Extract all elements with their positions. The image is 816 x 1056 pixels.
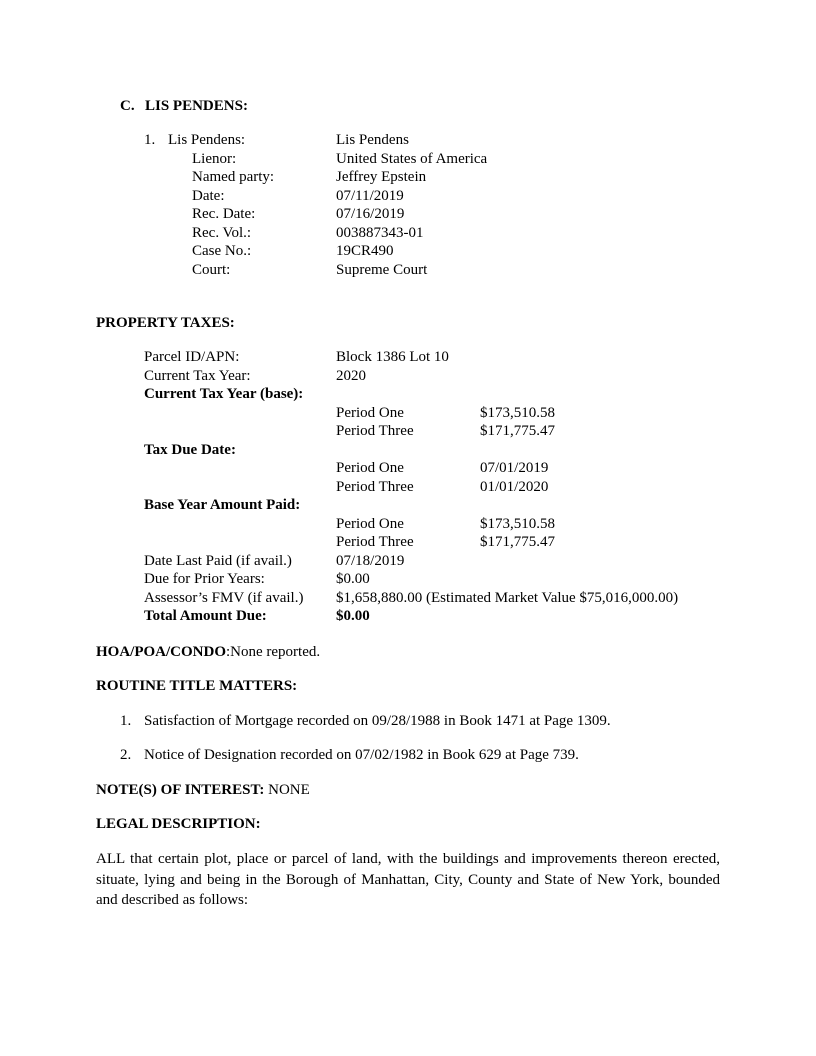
- field-label: Due for Prior Years:: [144, 571, 265, 587]
- field-label: Lis Pendens:: [168, 132, 246, 148]
- field-label: Current Tax Year:: [144, 367, 251, 384]
- legal-paragraph: ALL that certain plot, place or parcel of land, with the buildings and improvements thereon erected, situate, lying and being in the Borough of Manhattan, City, County and State of New York, bounded and described as follows:: [96, 851, 720, 908]
- period-value: $173,510.58: [480, 404, 555, 421]
- list-number: 1.: [144, 132, 156, 148]
- field-value: 07/11/2019: [336, 187, 404, 204]
- period-value: 07/01/2019: [480, 460, 549, 476]
- subheading-base-year: Current Tax Year (base):: [144, 386, 304, 402]
- field-label: Case No.:: [192, 243, 252, 259]
- section-heading-property-taxes: PROPERTY TAXES:: [96, 315, 235, 331]
- field-value: Lis Pendens: [336, 132, 409, 148]
- subheading-amount-paid: Base Year Amount Paid:: [144, 497, 301, 513]
- period-label: Period Three: [336, 478, 414, 495]
- total-value: $0.00: [336, 608, 370, 624]
- period-value: 01/01/2020: [480, 478, 549, 495]
- field-label: Date Last Paid (if avail.): [144, 552, 292, 569]
- section-heading-routine: ROUTINE TITLE MATTERS:: [96, 678, 298, 694]
- hoa-label: HOA/POA/CONDO: [96, 644, 226, 660]
- field-value: Supreme Court: [336, 261, 428, 278]
- field-value: 07/18/2019: [336, 552, 405, 569]
- field-label: Date:: [192, 187, 225, 204]
- field-value: 2020: [336, 367, 366, 384]
- period-label: Period One: [336, 404, 404, 421]
- period-value: $173,510.58: [480, 515, 555, 532]
- field-label: Court:: [192, 261, 231, 278]
- field-value: 07/16/2019: [336, 206, 405, 222]
- list-number: 2.: [120, 747, 132, 763]
- field-value: Jeffrey Epstein: [336, 169, 427, 185]
- total-label: Total Amount Due:: [144, 608, 267, 624]
- period-label: Period Three: [336, 423, 414, 439]
- notes-line: [96, 781, 310, 800]
- period-label: Period One: [336, 460, 404, 476]
- field-value: Block 1386 Lot 10: [336, 349, 449, 365]
- period-label: Period Three: [336, 534, 414, 550]
- subheading-tax-due-date: Tax Due Date:: [144, 441, 236, 458]
- notes-label: NOTE(S) OF INTEREST:: [96, 782, 265, 798]
- list-item: Notice of Designation recorded on 07/02/1982 in Book 629 at Page 739.: [144, 747, 579, 763]
- period-value: $171,775.47: [480, 423, 555, 439]
- field-label: Named party:: [192, 169, 275, 185]
- list-number: 1.: [120, 713, 132, 729]
- section-heading-legal: LEGAL DESCRIPTION:: [96, 816, 261, 832]
- field-value: 19CR490: [336, 243, 394, 259]
- field-value: $0.00: [336, 571, 370, 587]
- field-value: 003887343-01: [336, 224, 424, 241]
- hoa-value: :None reported.: [226, 644, 321, 660]
- field-label: Lienor:: [192, 150, 237, 167]
- section-letter: C.: [120, 98, 135, 114]
- period-label: Period One: [336, 515, 404, 532]
- hoa-line: [96, 643, 320, 662]
- field-value: $1,658,880.00 (Estimated Market Value $75,016,000.00): [336, 589, 679, 606]
- notes-value: NONE: [264, 782, 310, 798]
- period-value: $171,775.47: [480, 534, 555, 550]
- field-label: Assessor’s FMV (if avail.): [144, 589, 304, 606]
- field-label: Rec. Date:: [192, 206, 256, 222]
- list-item: Satisfaction of Mortgage recorded on 09/28/1988 in Book 1471 at Page 1309.: [144, 713, 611, 729]
- field-label: Rec. Vol.:: [192, 224, 252, 241]
- field-value: United States of America: [336, 150, 488, 167]
- field-label: Parcel ID/APN:: [144, 349, 240, 365]
- section-heading-lis-pendens: LIS PENDENS:: [145, 98, 248, 114]
